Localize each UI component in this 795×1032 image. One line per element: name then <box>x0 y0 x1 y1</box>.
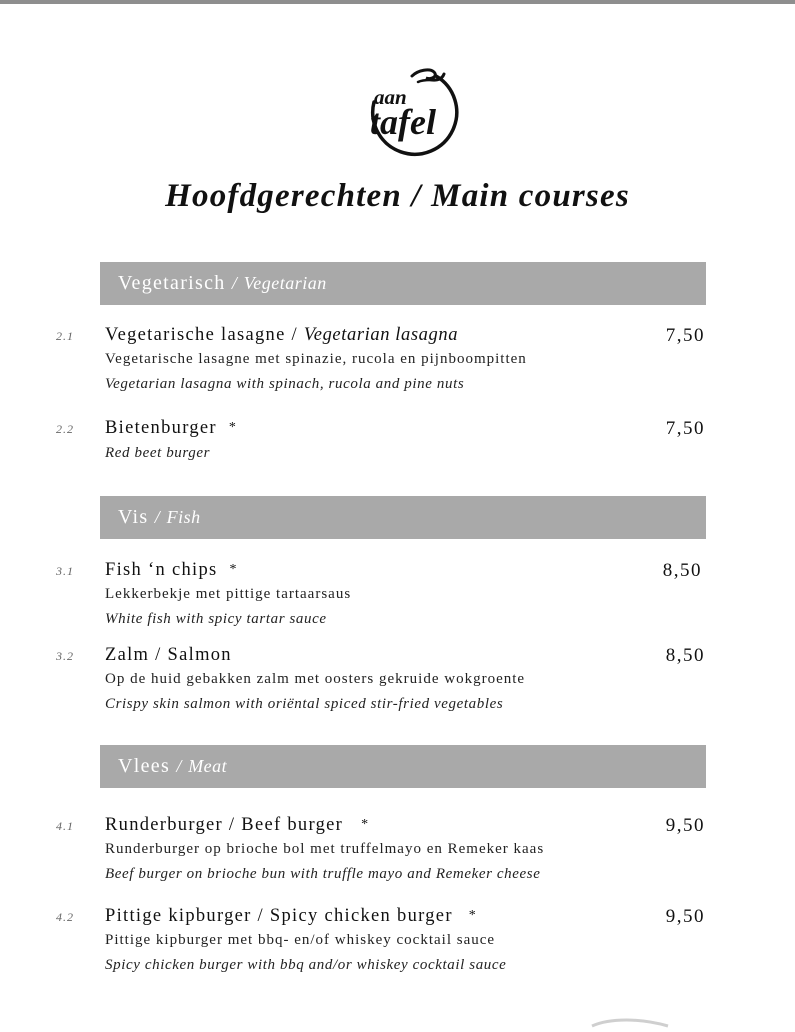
star-marker: * <box>228 420 238 435</box>
section-separator: / <box>154 507 161 527</box>
section-label-nl: Vis <box>118 506 149 528</box>
item-description-en: Spicy chicken burger with bbq and/or whiskey cocktail sauce <box>105 957 507 973</box>
item-name: Vegetarische lasagne / Vegetarian lasagna <box>105 325 459 345</box>
item-price: 7,50 <box>665 418 705 439</box>
top-border <box>0 0 795 4</box>
item-price: 8,50 <box>665 645 705 666</box>
item-price: 9,50 <box>665 815 705 836</box>
section-separator: / <box>231 273 238 293</box>
section-label-en: Fish <box>166 507 201 527</box>
item-number: 4.2 <box>56 910 74 924</box>
item-name: Runderburger / Beef burger * <box>105 815 370 835</box>
item-name: Fish ‘n chips * <box>105 560 238 580</box>
item-number: 4.1 <box>56 819 74 833</box>
section-label-nl: Vegetarisch <box>118 272 226 294</box>
item-description-nl: Lekkerbekje met pittige tartaarsaus <box>105 586 352 602</box>
star-marker: * <box>229 562 238 577</box>
item-description-en: Crispy skin salmon with oriëntal spiced stir-fried vegetables <box>105 696 504 712</box>
item-description-nl: Op de huid gebakken zalm met oosters gekruide wokgroente <box>105 671 526 687</box>
item-number: 2.1 <box>56 329 74 343</box>
item-name: Bietenburger * <box>105 418 238 438</box>
item-description-en: Beef burger on brioche bun with truffle mayo and Remeker cheese <box>105 866 541 882</box>
section-label-en: Meat <box>188 756 228 776</box>
item-price: 9,50 <box>665 906 705 927</box>
section-header-fish <box>100 496 706 539</box>
item-description-nl: Runderburger op brioche bol met truffelmayo en Remeker kaas <box>105 841 545 857</box>
logo-text-aan: aan <box>374 85 407 109</box>
section-label-en: Vegetarian <box>243 273 327 293</box>
item-description-en: White fish with spicy tartar sauce <box>105 611 327 627</box>
item-description-nl: Pittige kipburger met bbq- en/of whiskey cocktail sauce <box>105 932 496 948</box>
item-name: Pittige kipburger / Spicy chicken burger * <box>105 906 478 926</box>
section-label-nl: Vlees <box>118 755 171 777</box>
item-number: 3.2 <box>56 649 74 663</box>
item-price: 7,50 <box>665 325 705 346</box>
item-number: 2.2 <box>56 422 74 436</box>
star-marker: * <box>361 817 370 832</box>
item-description-en: Vegetarian lasagna with spinach, rucola and pine nuts <box>105 376 465 392</box>
page-title: Hoofdgerechten / Main courses <box>165 178 630 214</box>
item-description-nl: Vegetarische lasagne met spinazie, rucola en pijnboompitten <box>105 351 527 367</box>
page-corner-decoration <box>590 1012 670 1032</box>
star-marker: * <box>468 908 478 923</box>
item-description-en: Red beet burger <box>105 445 211 461</box>
section-header-meat <box>100 745 706 788</box>
item-name: Zalm / Salmon <box>105 645 232 665</box>
aan-tafel-logo <box>366 62 466 162</box>
logo-text-tafel: tafel <box>370 102 436 142</box>
item-number: 3.1 <box>56 564 74 578</box>
section-separator: / <box>176 756 182 776</box>
section-header-vegetarian <box>100 262 706 305</box>
item-price: 8,50 <box>662 560 702 581</box>
